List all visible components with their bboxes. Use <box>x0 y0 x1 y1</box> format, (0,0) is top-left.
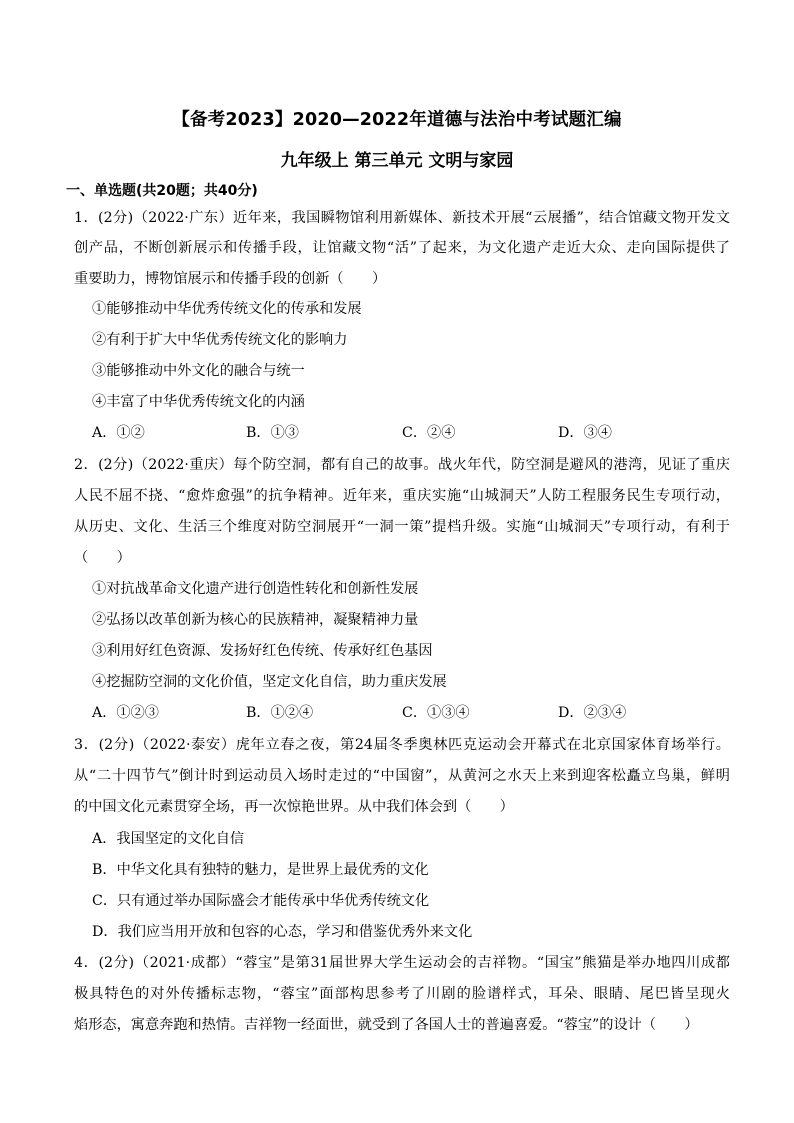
question-text-line: 从历史、文化、生活三个维度对防空洞展开“一洞一策”提档升级。实施“山城洞天”专项行动，有利于 <box>74 519 730 535</box>
question-text-line: 2．(2分)（2022·重庆）每个防空洞，都有自己的故事。战火年代，防空洞是避风的港湾，见证了重庆 <box>74 457 730 473</box>
choice-a: A．①②③ <box>92 705 159 721</box>
document-title: 【备考2023】2020—2022年道德与法治中考试题汇编 <box>172 110 622 130</box>
document-subtitle: 九年级上 第三单元 文明与家园 <box>280 151 514 171</box>
choice-a: A．①② <box>92 425 145 441</box>
statement-item: ③能够推动中外文化的融合与统一 <box>92 363 305 379</box>
question-text-line: 人民不屈不挠、“愈炸愈强”的抗争精神。近年来，重庆实施“山城洞天”人防工程服务民生专项行动， <box>74 488 730 504</box>
question-text-line: 创产品，不断创新展示和传播手段，让馆藏文物“活”了起来，为文化遗产走近大众、走向国际提供了 <box>74 240 730 256</box>
choice-b: B．①②④ <box>246 705 314 721</box>
statement-item: ①能够推动中华优秀传统文化的传承和发展 <box>92 301 362 317</box>
statement-item: ③利用好红色资源、发扬好红色传统、传承好红色基因 <box>92 643 433 659</box>
statement-item: ④挖掘防空洞的文化价值，坚定文化自信，助力重庆发展 <box>92 674 447 690</box>
choice-d: D．②③④ <box>558 705 627 721</box>
question-text-line: 4．(2分)（2021·成都）“蓉宝”是第31届世界大学生运动会的吉祥物。“国宝”熊猫是举办地四川成都 <box>74 955 730 971</box>
choice-b: B．①③ <box>246 425 299 441</box>
section-heading: 一、单选题(共20题；共40分) <box>66 183 258 199</box>
question-text-line: 焰形态，寓意奔跑和热情。吉祥物一经面世，就受到了各国人士的普遍喜爱。“蓉宝”的设计（ ） <box>74 1017 699 1033</box>
question-text-line: 极具特色的对外传播标志物，“蓉宝”面部构思参考了川剧的脸谱样式，耳朵、眼睛、尾巴皆呈现火 <box>74 986 730 1002</box>
choice-c: C．②④ <box>402 425 456 441</box>
choice-c: C．①③④ <box>402 705 470 721</box>
question-text-line: （ ） <box>74 550 131 566</box>
statement-item: ②弘扬以改革创新为核心的民族精神，凝聚精神力量 <box>92 612 419 628</box>
question-text-line: 1．(2分)（2022·广东）近年来，我国瞬物馆利用新媒体、新技术开展“云展播”，结合馆藏文物开发文 <box>74 210 730 226</box>
question-text-line: 3．(2分)（2022·泰安）虎年立春之夜，第24届冬季奥林匹克运动会开幕式在北京国家体育场举行。 <box>74 737 730 753</box>
question-text-line: 从“二十四节气”倒计时到运动员入场时走过的“中国窗”，从黄河之水天上来到迎客松矗立鸟巢，鲜明 <box>74 768 730 784</box>
statement-item: ④丰富了中华优秀传统文化的内涵 <box>92 394 305 410</box>
question-text-line: 重要助力，博物馆展示和传播手段的创新（ ） <box>74 271 387 287</box>
choice-d: D．③④ <box>558 425 612 441</box>
statement-item: ①对抗战革命文化遗产进行创造性转化和创新性发展 <box>92 581 419 597</box>
option-b: B．中华文化具有独特的魅力，是世界上最优秀的文化 <box>92 862 429 878</box>
option-a: A．我国坚定的文化自信 <box>92 831 245 847</box>
option-c: C．只有通过举办国际盛会才能传承中华优秀传统文化 <box>92 893 430 909</box>
option-d: D．我们应当用开放和包容的心态，学习和借鉴优秀外来文化 <box>92 924 473 940</box>
statement-item: ②有利于扩大中华优秀传统文化的影响力 <box>92 332 348 348</box>
question-text-line: 的中国文化元素贯穿全场，再一次惊艳世界。从中我们体会到（ ） <box>74 799 514 815</box>
